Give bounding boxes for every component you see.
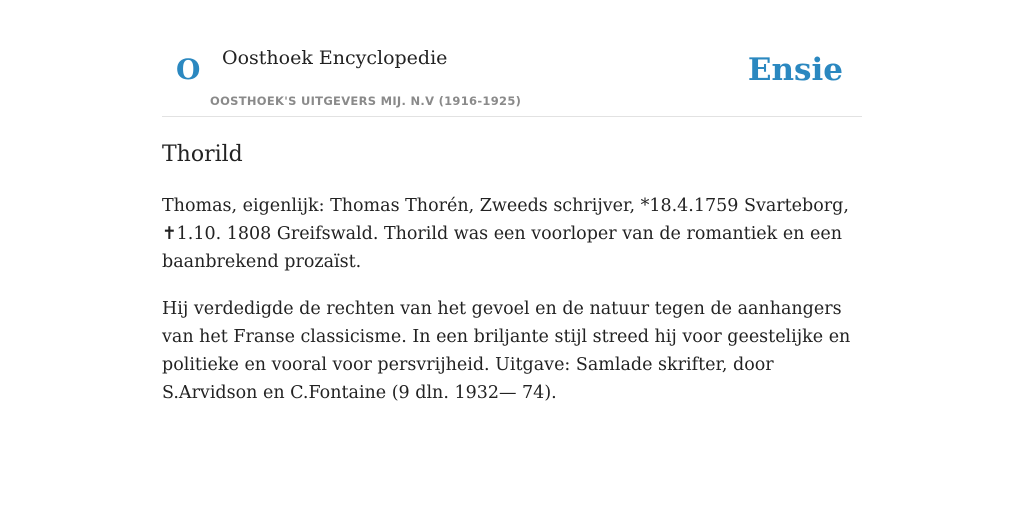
article-paragraph: Thomas, eigenlijk: Thomas Thorén, Zweeds schrijver, *18.4.1759 Svarteborg, ✝1.10. 1808 Greifswald. Thorild was een voorloper van de romantiek en een baanbrekend prozaïst. bbox=[162, 196, 849, 272]
source-logo[interactable]: O bbox=[176, 53, 201, 86]
source-title-link[interactable]: Oosthoek Encyclopedie bbox=[222, 47, 448, 69]
article-title: Thorild bbox=[162, 142, 243, 167]
brand-logo-link[interactable]: Ensie bbox=[747, 52, 843, 88]
page bbox=[162, 0, 862, 403]
source-header bbox=[162, 0, 862, 117]
article-body bbox=[162, 192, 862, 426]
article-paragraph: Hij verdedigde de rechten van het gevoel en de natuur tegen de aanhangers van het Franse classicisme. In een briljante stijl streed hij voor geestelijke en politieke en vooral voor persvrijheid. Uitgave: Samlade skrifter, door S.Arvidson en C.Fontaine (9 dln. 1932— 74). bbox=[162, 299, 851, 403]
source-subtitle: OOSTHOEK'S UITGEVERS MIJ. N.V (1916-1925) bbox=[210, 94, 522, 108]
